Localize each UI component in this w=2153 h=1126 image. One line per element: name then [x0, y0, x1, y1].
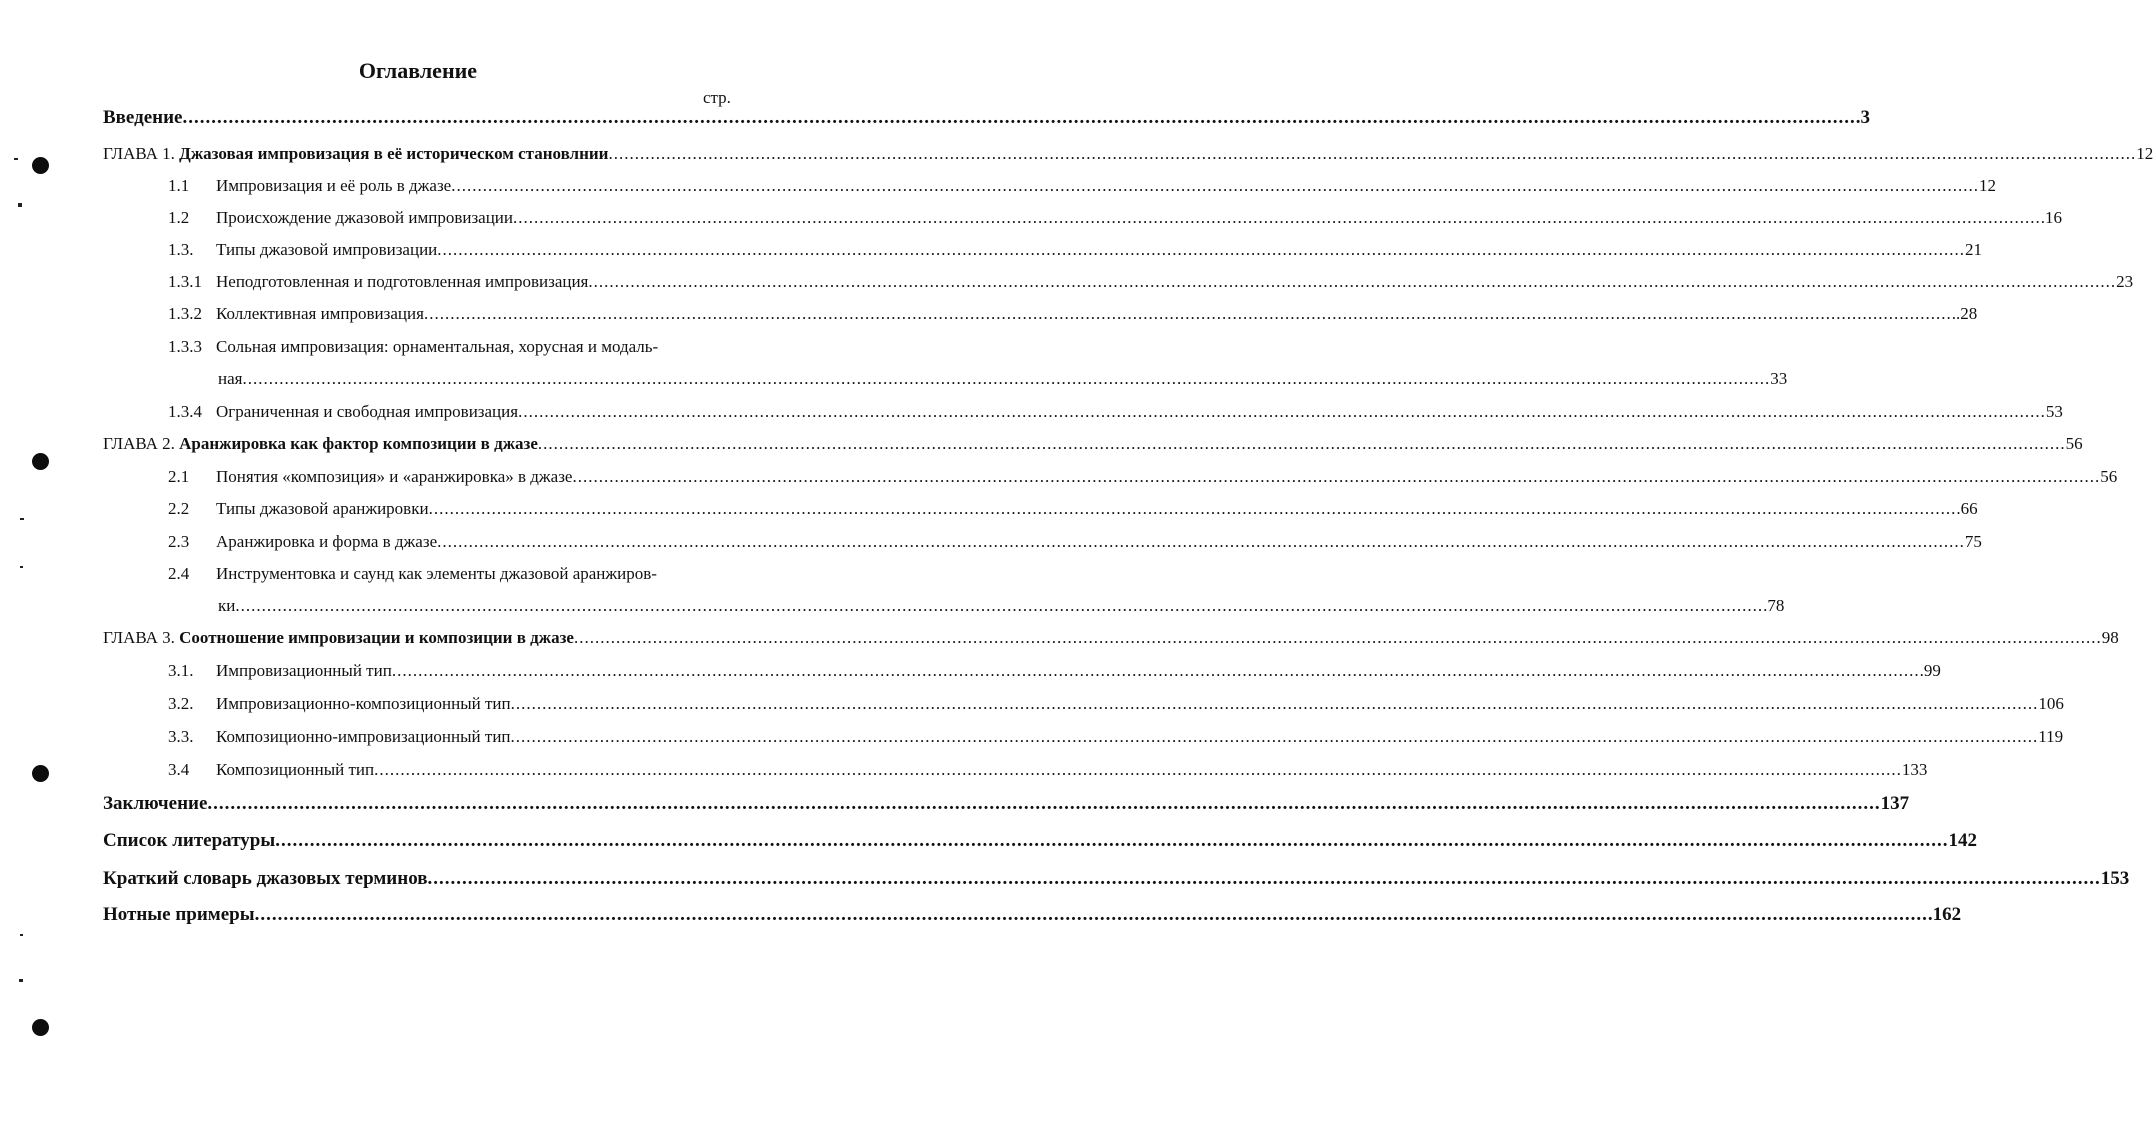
scan-speck	[18, 203, 22, 207]
toc-page-number: 142	[1948, 830, 1977, 851]
toc-entry	[103, 830, 1977, 860]
toc-entry-text: Список литературы	[103, 830, 276, 851]
toc-section-title-cont: ная	[218, 369, 243, 388]
toc-entry	[103, 107, 1870, 137]
toc-section	[168, 176, 1996, 206]
toc-page-number: 133	[1901, 760, 1928, 779]
toc-leader: ...................................................................................................................................................................................................................................................................................................	[242, 369, 1771, 388]
toc-section-title: Импровизация и её роль в джазе	[216, 176, 452, 195]
toc-page-number: 153	[2100, 868, 2130, 889]
toc-section	[168, 208, 2063, 238]
scan-speck	[20, 566, 23, 568]
toc-chapter-prefix: ГЛАВА 2.	[103, 434, 180, 453]
toc-leader: ...................................................................................................................................................................................................................................................................................................	[510, 694, 2039, 713]
toc-leader: ...................................................................................................................................................................................................................................................................................................	[374, 760, 1902, 779]
toc-page-number: .66	[1956, 499, 1978, 518]
toc-section-number: 1.3.	[168, 240, 194, 259]
toc-section-title: Типы джазовой импровизации	[216, 240, 438, 259]
toc-page-number: 119	[2038, 727, 2064, 746]
toc-chapter	[103, 434, 2083, 464]
toc-section-continuation	[218, 369, 1788, 399]
toc-section-title: Композиционно-импровизационный тип	[216, 727, 511, 746]
toc-entry-text: Краткий словарь джазовых терминов	[103, 868, 428, 889]
toc-page-number: 21	[1965, 240, 1983, 259]
toc-entry-text: Введение	[103, 107, 183, 128]
toc-leader: ...................................................................................................................................................................................................................................................................................................	[537, 434, 2066, 453]
toc-leader: ...................................................................................................................................................................................................................................................................................................	[513, 208, 2041, 227]
toc-leader: ...................................................................................................................................................................................................................................................................................................	[428, 499, 1957, 518]
toc-section-number: 1.3.1	[168, 272, 202, 291]
toc-chapter	[103, 628, 2119, 658]
toc-section-title: Композиционный тип	[216, 760, 375, 779]
toc-section-number: 2.4	[168, 564, 190, 583]
toc-page-number: .3	[1855, 107, 1870, 128]
toc-chapter-title: Соотношение импровизации и композиции в джазе	[179, 628, 574, 647]
scan-speck	[19, 979, 23, 982]
toc-leader: ...................................................................................................................................................................................................................................................................................................	[275, 830, 1949, 851]
toc-section-number: 1.3.4	[168, 402, 202, 421]
toc-page-number: 75	[1964, 532, 1982, 551]
toc-section	[168, 727, 2064, 757]
toc-section	[168, 661, 1941, 691]
toc-section-title: Понятия «композиция» и «аранжировка» в джазе	[216, 467, 573, 486]
toc-section-number: 1.2	[168, 208, 190, 227]
toc-leader: ...................................................................................................................................................................................................................................................................................................	[207, 793, 1881, 814]
toc-section-title: Сольная импровизация: орнаментальная, хорусная и модаль-	[216, 337, 659, 356]
toc-section-title: Аранжировка и форма в джазе	[216, 532, 438, 551]
toc-section	[168, 240, 1983, 270]
toc-leader: ...................................................................................................................................................................................................................................................................................................	[572, 467, 2101, 486]
toc-page-number: 137	[1880, 793, 1910, 814]
toc-section-title: Происхождение джазовой импровизации	[216, 208, 514, 227]
toc-leader: ...................................................................................................................................................................................................................................................................................................	[423, 304, 1952, 323]
toc-section	[168, 499, 1978, 529]
toc-chapter	[103, 144, 2153, 174]
toc-leader: ...................................................................................................................................................................................................................................................................................................	[588, 272, 2117, 291]
toc-entry-text: Нотные примеры	[103, 904, 255, 925]
toc-entry	[103, 793, 1910, 823]
toc-section	[168, 402, 2063, 432]
toc-section	[168, 467, 2118, 497]
toc-leader: ...................................................................................................................................................................................................................................................................................................	[573, 628, 2102, 647]
toc-section-continuation	[218, 596, 1785, 626]
binder-hole	[32, 157, 49, 174]
toc-section-number: 2.3	[168, 532, 190, 551]
toc-leader: ...................................................................................................................................................................................................................................................................................................	[437, 532, 1965, 551]
toc-leader: ...................................................................................................................................................................................................................................................................................................	[437, 240, 1966, 259]
toc-leader: ...................................................................................................................................................................................................................................................................................................	[182, 107, 1856, 128]
toc-section-title-cont: ки	[218, 596, 236, 615]
toc-chapter-prefix: ГЛАВА 3.	[103, 628, 180, 647]
toc-section-number: 1.3.2	[168, 304, 202, 323]
toc-leader: ...................................................................................................................................................................................................................................................................................................	[510, 727, 2039, 746]
toc-section-title: Импровизационно-композиционный тип	[216, 694, 511, 713]
toc-page-number: .162	[1927, 904, 1962, 925]
toc-leader: ...................................................................................................................................................................................................................................................................................................	[427, 868, 2101, 889]
scan-speck	[20, 934, 23, 936]
toc-section-title: Типы джазовой аранжировки	[216, 499, 429, 518]
toc-section	[168, 304, 1978, 334]
toc-leader: ...................................................................................................................................................................................................................................................................................................	[608, 144, 2137, 163]
toc-leader: ...................................................................................................................................................................................................................................................................................................	[451, 176, 1979, 195]
toc-chapter-title: Джазовая импровизация в её историческом становлнии	[179, 144, 609, 163]
toc-entry	[103, 904, 1962, 934]
toc-chapter-title: Аранжировка как фактор композиции в джазе	[179, 434, 538, 453]
toc-entry-text: Заключение	[103, 793, 208, 814]
toc-section-title: Коллективная импровизация	[216, 304, 424, 323]
toc-section-number: 2.2	[168, 499, 190, 518]
toc-page-number: 56	[2100, 467, 2118, 486]
scan-speck	[20, 518, 24, 520]
binder-hole	[32, 1019, 49, 1036]
binder-hole	[32, 453, 49, 470]
toc-chapter-prefix: ГЛАВА 1.	[103, 144, 180, 163]
page-title: Оглавление	[358, 58, 478, 83]
toc-page-number: 56	[2065, 434, 2083, 453]
toc-entry	[103, 868, 2130, 898]
toc-page-number: ..28	[1951, 304, 1978, 323]
toc-page-number: 33	[1770, 369, 1788, 388]
toc-section	[168, 532, 1982, 562]
toc-page-number: 23	[2116, 272, 2134, 291]
toc-page-number: 12	[1978, 176, 1996, 195]
toc-section	[168, 564, 728, 594]
page-column-label: стр.	[703, 88, 731, 107]
toc-leader: ...................................................................................................................................................................................................................................................................................................	[391, 661, 1920, 680]
toc-section-number: 3.1.	[168, 661, 194, 680]
toc-section-number: 3.4	[168, 760, 190, 779]
toc-section	[168, 337, 728, 367]
toc-page-number: .16	[2040, 208, 2063, 227]
binder-hole	[32, 765, 49, 782]
scan-speck	[14, 158, 18, 160]
toc-section-title: Неподготовленная и подготовленная импровизация	[216, 272, 589, 291]
toc-leader: ...................................................................................................................................................................................................................................................................................................	[518, 402, 2046, 421]
toc-leader: ...................................................................................................................................................................................................................................................................................................	[235, 596, 1764, 615]
toc-section-title: Инструментовка и саунд как элементы джазовой аранжиров-	[216, 564, 657, 583]
toc-page-number: .99	[1919, 661, 1941, 680]
toc-page-number: 106	[2038, 694, 2064, 713]
toc-section	[168, 760, 1928, 790]
toc-section-number: 3.3.	[168, 727, 194, 746]
toc-page-number: .78	[1763, 596, 1785, 615]
toc-page-number: 98	[2101, 628, 2119, 647]
toc-section-number: 3.2.	[168, 694, 194, 713]
toc-section-title: Импровизационный тип	[216, 661, 392, 680]
toc-section-number: 2.1	[168, 467, 190, 486]
toc-leader: ...................................................................................................................................................................................................................................................................................................	[254, 904, 1928, 925]
toc-page-number: 53	[2045, 402, 2063, 421]
toc-section	[168, 272, 2134, 302]
toc-section-number: 1.3.3	[168, 337, 202, 356]
toc-page-number: 12	[2136, 144, 2153, 163]
toc-section-number: 1.1	[168, 176, 190, 195]
toc-section-title: Ограниченная и свободная импровизация	[216, 402, 519, 421]
toc-section	[168, 694, 2064, 724]
